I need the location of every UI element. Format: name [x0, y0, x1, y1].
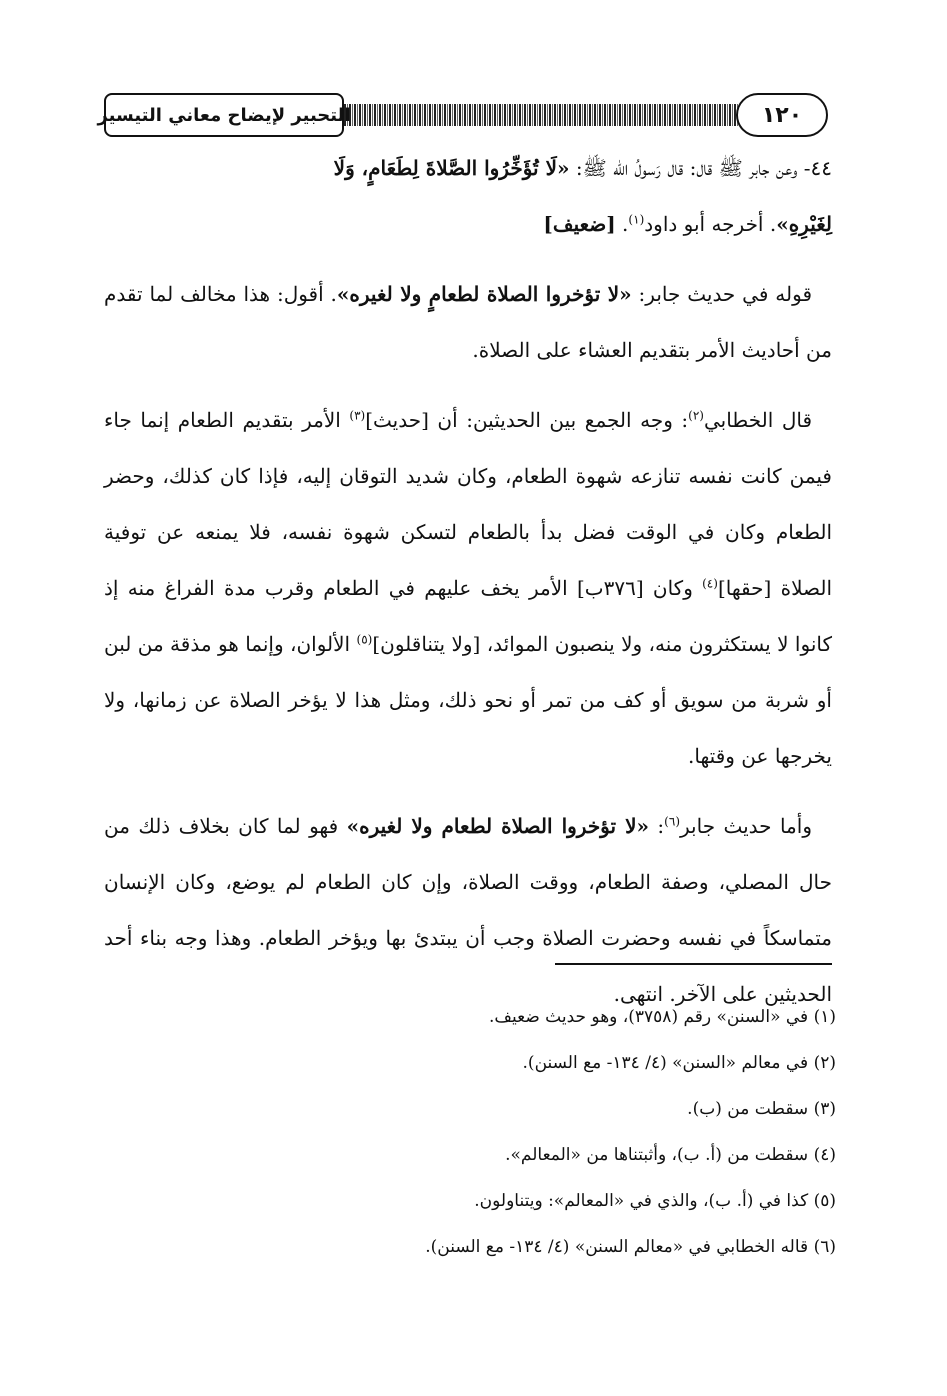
footnote-ref-6: (٦): [664, 814, 680, 829]
quoted-hadith: «لا تؤخروا الصلاة لطعامٍ ولا لغيره»: [336, 282, 632, 306]
hadith-grade: [ضعيف]: [543, 212, 616, 236]
hadith-text: «لَا تُؤَخِّرُوا الصَّلاةَ لِطَعَامٍ، وَلَا: [333, 156, 570, 180]
footnote-6: (٦) قاله الخطابي في «معالم السنن» (٤/ ١٣٤- مع السنن).: [425, 1237, 836, 1257]
footnote-ref-2: (٢): [688, 408, 704, 423]
footnote-3: (٣) سقطت من (ب).: [687, 1099, 836, 1119]
paragraph-2: قال الخطابي$^{(٢)}$: وجه الجمع بين الحديثين: أن [حديث]$^{(٣)}$ الأمر بتقديم الطعام إنما جاء فيمن كانت نفسه تنازعه شهوة الطعام، وكان شديد التوقان إليه، فإذا كان كذلك، وحضر الطعام وكان في الوقت فضل بدأ بالطعام لتسكن شهوة نفسه، فلا يمنعه عن توفية الصلاة [حقها]$^{(٤)}$ وكان [٣٧٦ب] الأمر يخف عليهم في الطعام وقرب مدة الفراغ منه إذ كانوا لا يستكثرون منه، ولا ينصبون الموائد، [ولا يتناقلون]$^{(٥)}$ الألوان، وإنما هو مذقة من لبن أو شربة من سويق أو كف من تمر أو نحو ذلك، ومثل هذا لا يؤخر الصلاة عن زمانها، ولا يخرجها عن وقتها.: [104, 408, 832, 768]
footnote-divider: [555, 963, 832, 965]
footnote-2: (٢) في معالم «السنن» (٤/ ١٣٤- مع السنن).: [522, 1053, 836, 1073]
hadith-44: ٤٤- وعن جابر ﷺ قال: قال رَسولُ الله ﷺ: «لَا تُؤَخِّرُوا الصَّلاةَ لِطَعَامٍ، وَلَا لِغَيْرِهِ». أخرجه أبو داود$^{(١)}$. [ضعيف]: [333, 156, 832, 236]
hadith-source: . أخرجه أبو داود: [644, 212, 777, 236]
paragraph-1: قوله في حديث جابر: «لا تؤخروا الصلاة لطعامٍ ولا لغيره». أقول: هذا مخالف لما تقدم من أحاديث الأمر بتقديم العشاء على الصلاة.: [104, 282, 832, 362]
hadith-intro: ٤٤- وعن جابر ﷺ قال: قال رَسولُ الله ﷺ:: [569, 156, 832, 180]
hadith-text-end: لِغَيْرِهِ»: [776, 212, 832, 236]
paragraph-3: وأما حديث جابر$^{(٦)}$: «لا تؤخروا الصلاة لطعام ولا لغيره» فهو لما كان بخلاف ذلك من حال المصلي، وصفة الطعام، ووقت الصلاة، وإن كان الطعام لم يوضع، وكان الإنسان متماسكاً في نفسه وحضرت الصلاة وجب أن يبتدئ بها ويؤخر الطعام. وهذا وجه بناء أحد الحديثين على الآخر. انتهى.: [104, 814, 832, 1006]
footnote-1: (١) في «السنن» رقم (٣٧٥٨)، وهو حديث ضعيف.: [488, 1007, 836, 1027]
page-header: [97, 92, 812, 138]
footnote-ref-3: (٣): [349, 408, 366, 423]
main-text: [104, 140, 832, 1022]
footnotes: [104, 994, 836, 1270]
footnote-ref-4: (٤): [702, 576, 718, 591]
footnote-5: (٥) كذا في (أ. ب)، والذي في «المعالم»: ويتناولون.: [474, 1191, 836, 1211]
book-title: التحبير لإيضاح معاني التيسير: [104, 93, 344, 137]
quoted-hadith: «لا تؤخروا الصلاة لطعام ولا لغيره»: [346, 814, 650, 838]
footnote-4: (٤) سقطت من (أ. ب)، وأثبتناها من «المعالم».: [505, 1145, 836, 1165]
footnote-ref-5: (٥): [356, 632, 373, 647]
page-number: ١٢٠: [736, 93, 828, 137]
footnote-ref-1: (١): [628, 212, 645, 227]
